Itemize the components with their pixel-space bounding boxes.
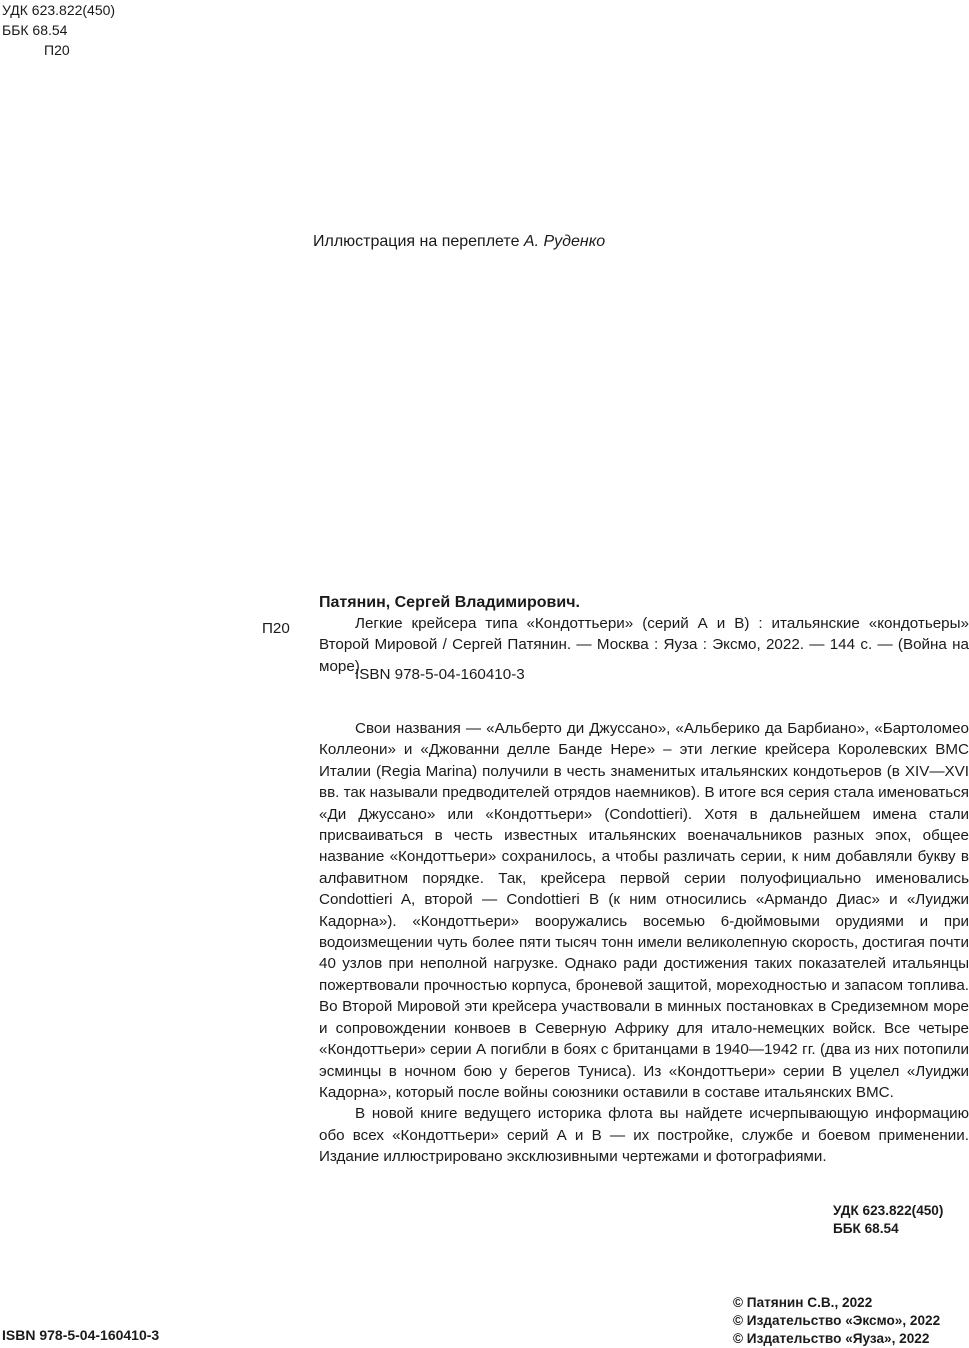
top-udk: УДК 623.822(450)	[2, 2, 116, 18]
top-author-mark: П20	[44, 42, 70, 58]
bottom-udk: УДК 623.822(450)	[833, 1203, 944, 1218]
annotation-paragraph-1: Свои названия — «Альберто ди Джуссано», «Альберико да Барбиано», «Бартоломео Коллеони» и «Джованни делле Банде Нере» – эти легкие крейсера Королевских ВМС Италии (Regia Marina) получили в честь знаменитых итальянских кондотьеров (в XIV—XVI вв. так называли предводителей отрядов наемников). В итоге вся серия стала именоваться «Ди Джуссано» или «Кондоттьери» (Condottieri). Хотя в дальнейшем имена стали присваиваться в честь известных итальянских военачальников разных эпох, общее название «Кондоттьери» сохранилось, а чтобы различать серии, к ним добавляли букву в алфавитном порядке. Так, крейсера первой серии полуофициально именовались Condottieri A, второй — Condottieri B (к ним относились «Армандо Диас» и «Луиджи Кадорна»). «Кондоттьери» вооружались восемью 6-дюймовыми орудиями и при водоизмещении чуть более пяти тысяч тонн имели великолепную скорость, достигая почти 40 узлов при неполной нагрузке. Однако ради достижения таких показателей итальянцы пожертвовали прочностью корпуса, броневой защитой, мореходностью и запасом топлива. Во Второй Мировой эти крейсера участвовали в минных постановках в Средиземном море и сопровождении конвоев в Северную Африку для итало-немецких войск. Все четыре «Кондоттьери» серии А погибли в боях с британцами в 1940—1942 гг. (два из них потопили эсминцы в ночном бою у берегов Туниса). Из «Кондоттьери» серии В уцелел «Луиджи Кадорна», который после войны союзники оставили в составе итальянских ВМС.	[319, 720, 969, 1101]
annotation	[319, 718, 969, 1168]
catalog-side-mark: П20	[262, 620, 290, 637]
copyright-block	[733, 1294, 940, 1348]
catalog-author: Патянин, Сергей Владимирович.	[319, 594, 580, 611]
top-bbk: ББК 68.54	[2, 22, 68, 38]
catalog-isbn: ISBN 978-5-04-160410-3	[355, 666, 525, 683]
illustration-credit	[313, 232, 605, 252]
illustration-artist: А. Руденко	[523, 233, 606, 250]
bottom-bbk: ББК 68.54	[833, 1221, 899, 1236]
copyright-yauza: © Издательство «Яуза», 2022	[733, 1331, 930, 1346]
illustration-prefix: Иллюстрация на переплете	[313, 233, 524, 250]
bottom-codes	[833, 1202, 943, 1238]
annotation-paragraph-2: В новой книге ведущего историка флота вы найдете исчерпывающую информацию обо всех «Кондоттьери» серий А и В — их постройке, службе и боевом применении. Издание иллюстрировано эксклюзивными чертежами и фотографиями.	[319, 1105, 969, 1166]
copyright-eksmo: © Издательство «Эксмо», 2022	[733, 1313, 941, 1328]
catalog-description: Легкие крейсера типа «Кондоттьери» (серий А и В) : итальянские «кондотьеры» Второй Мировой / Сергей Патянин. — Москва : Яуза : Эксмо, 2022. — 144 с. — (Война на море).	[319, 615, 969, 675]
isbn-bottom: ISBN 978-5-04-160410-3	[2, 1327, 160, 1343]
copyright-author: © Патянин С.В., 2022	[733, 1295, 873, 1310]
top-codes	[2, 0, 115, 60]
